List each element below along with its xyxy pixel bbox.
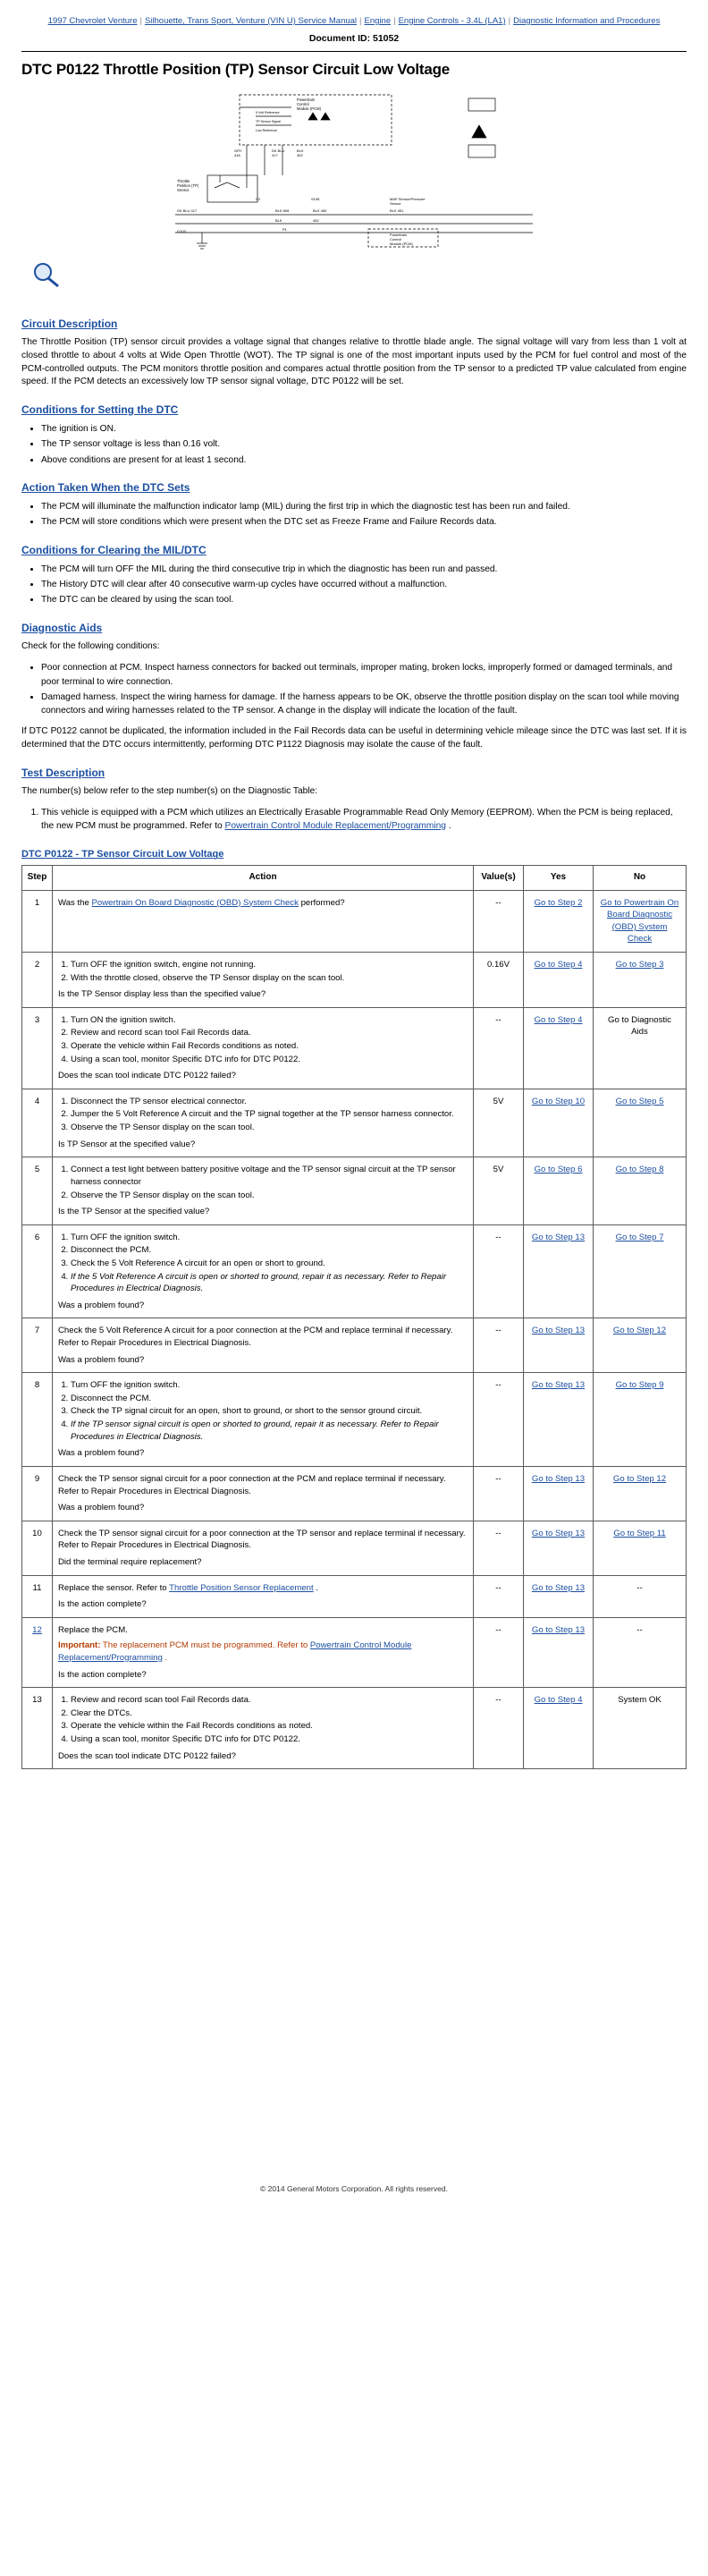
- cell-value: --: [474, 1224, 524, 1318]
- document-id: Document ID: 51052: [308, 33, 400, 44]
- cell-action: [53, 1688, 474, 1769]
- cell-value: --: [474, 1688, 524, 1769]
- cell-value: --: [474, 1318, 524, 1373]
- list-item: • The PCM will store conditions which were present when the DTC set as Freeze Frame and Failure Records data.: [41, 515, 687, 529]
- list-item: • The PCM will turn OFF the MIL during the third consecutive trip in which the diagnostic has been run and passed.: [41, 563, 687, 576]
- goto-link[interactable]: Go to Step 8: [615, 1165, 664, 1175]
- header-divider: [21, 51, 687, 52]
- goto-link[interactable]: Go to Step 13: [531, 1380, 586, 1391]
- diagnostic-table-title: DTC P0122 - TP Sensor Circuit Low Voltage: [21, 849, 224, 860]
- cell-no: [594, 1373, 687, 1467]
- svg-text:Sensor: Sensor: [390, 201, 401, 206]
- cell-yes: [524, 1224, 594, 1318]
- breadcrumb-separator: |: [508, 16, 511, 26]
- goto-link[interactable]: Go to Step 2: [534, 897, 583, 908]
- cell-step: 4: [22, 1089, 53, 1157]
- cell-action: [53, 1466, 474, 1521]
- section-heading-conditions-clearing: Conditions for Clearing the MIL/DTC: [21, 543, 206, 556]
- svg-text:Control: Control: [297, 102, 309, 106]
- svg-text:Throttle: Throttle: [177, 179, 190, 183]
- goto-link[interactable]: Go to Powertrain On Board Diagnostic (OBD) System Check: [600, 897, 679, 945]
- action-question: Was a problem found?: [58, 1503, 145, 1513]
- action-list-item: 2. Jumper the 5 Volt Reference A circuit and the TP signal together at the TP sensor harness connector.: [71, 1108, 468, 1121]
- column-header-no: No: [594, 866, 687, 890]
- goto-link[interactable]: Go to Step 9: [615, 1380, 664, 1391]
- action-list: [71, 1379, 468, 1443]
- action-post: .: [313, 1582, 319, 1593]
- breadcrumb-item-0[interactable]: 1997 Chevrolet Venture: [47, 16, 138, 26]
- action-list-item-text: If the TP sensor signal circuit is open or shorted to ground, repair it as necessary. Refer to Repair Procedures in Electrical Diagnosis.: [71, 1419, 439, 1442]
- table-row: [22, 1224, 687, 1318]
- cell-yes: [524, 1318, 594, 1373]
- action-question: Is the action complete?: [58, 1599, 147, 1610]
- section-heading-circuit-description: Circuit Description: [21, 318, 118, 330]
- action-important: [58, 1640, 468, 1664]
- action-list-item: 2. With the throttle closed, observe the TP Sensor display on the scan tool.: [71, 972, 468, 985]
- cell-yes: [524, 1373, 594, 1467]
- action-list-item: 1. Turn OFF the ignition switch, engine not running.: [71, 959, 468, 971]
- cell-value: --: [474, 890, 524, 952]
- list-item: • The TP sensor voltage is less than 0.16 volt.: [41, 437, 687, 451]
- goto-link[interactable]: Go to Step 10: [531, 1096, 586, 1106]
- cell-action: [53, 1373, 474, 1467]
- action-list-item: 1. Turn OFF the ignition switch.: [71, 1232, 468, 1244]
- action-question: Is the action complete?: [58, 1669, 147, 1680]
- action-list-item: 1. Turn ON the ignition switch.: [71, 1014, 468, 1027]
- cell-step: 1: [22, 890, 53, 952]
- goto-link[interactable]: Go to Step 13: [531, 1624, 586, 1635]
- conditions-setting-list: [21, 422, 687, 467]
- list-item: • Damaged harness. Inspect the wiring harness for damage. If the harness appears to be OK, observe the throttle position display on the scan tool while moving connectors and wiring harnesses related to the TP sensor. A change in the display will indicate the location of the fault.: [41, 691, 687, 718]
- action-text: Replace the PCM.: [58, 1624, 128, 1635]
- cell-value: 5V: [474, 1157, 524, 1224]
- cell-yes: [524, 1521, 594, 1575]
- svg-text:Powertrain: Powertrain: [390, 233, 408, 237]
- svg-text:DK BLU 417: DK BLU 417: [177, 208, 198, 213]
- circuit-description-text: The Throttle Position (TP) sensor circuit provides a voltage signal that changes relative to throttle blade angle. The signal voltage will vary from less than 1 volt at closed throttle to about 4 volts at Wide Open Throttle (WOT). The TP signal is one of the most important inputs used by the PCM for fuel control and most of the PCM-controlled outputs. The PCM monitors throttle position and compares actual throttle position from the TP sensor to a predicted TP value calculated from engine speed. If the PCM detects an excessively low TP sensor signal voltage, DTC P0122 will be set.: [21, 337, 687, 387]
- action-list-item: 4. Using a scan tool, monitor Specific DTC info for DTC P0122.: [71, 1733, 468, 1746]
- table-row: [22, 890, 687, 952]
- action-text: Check the 5 Volt Reference A circuit for a poor connection at the PCM and replace terminal if necessary. Refer to Repair Procedures in Electrical Diagnosis.: [58, 1326, 453, 1349]
- action-list: [71, 959, 468, 984]
- diagnostic-aids-closing: If DTC P0122 cannot be duplicated, the information included in the Fail Records data can be useful in determining vehicle mileage since the DTC was last set. If it is determined that the DTC occurs intermittently, performing DTC P1122 Diagnosis may isolate the cause of the fault.: [21, 726, 687, 750]
- list-item: • The PCM will illuminate the malfunction indicator lamp (MIL) during the first trip in which the diagnostic test has been run and failed.: [41, 500, 687, 513]
- column-header-values: Value(s): [474, 866, 524, 890]
- cell-action: [53, 1089, 474, 1157]
- cell-value: 0.16V: [474, 953, 524, 1008]
- action-question: Is the TP Sensor display less than the specified value?: [58, 989, 266, 1000]
- action-list-item: 2. Observe the TP Sensor display on the scan tool.: [71, 1190, 468, 1202]
- action-list: [71, 1694, 468, 1745]
- breadcrumb-item-3[interactable]: Engine Controls - 3.4L (LA1): [398, 16, 506, 26]
- cell-no: Go to Diagnostic Aids: [594, 1007, 687, 1089]
- cell-value: --: [474, 1466, 524, 1521]
- cell-action: [53, 1224, 474, 1318]
- test-description-intro: The number(s) below refer to the step number(s) on the Diagnostic Table:: [21, 786, 318, 797]
- action-question: Was a problem found?: [58, 1448, 145, 1459]
- cell-step: [22, 1617, 53, 1687]
- action-question: Is the TP Sensor at the specified value?: [58, 1207, 210, 1217]
- pcm-programming-link[interactable]: Powertrain Control Module Replacement/Programming: [58, 1640, 412, 1663]
- cell-no: [594, 1466, 687, 1521]
- table-row: [22, 1575, 687, 1617]
- cell-yes: [524, 890, 594, 952]
- cell-yes: [524, 1089, 594, 1157]
- cell-value: --: [474, 1007, 524, 1089]
- wiring-diagram-svg: [122, 89, 586, 250]
- action-list: [71, 1096, 468, 1134]
- action-text: Check the TP sensor signal circuit for a poor connection at the TP sensor and replace terminal if necessary. Refer to Repair Procedures in Electrical Diagnosis.: [58, 1528, 466, 1551]
- pcm-programming-link[interactable]: Powertrain Control Module Replacement/Programming: [224, 820, 446, 831]
- action-list: [71, 1164, 468, 1201]
- svg-text:P1: P1: [282, 227, 287, 232]
- cell-value: --: [474, 1521, 524, 1575]
- cell-value: --: [474, 1373, 524, 1467]
- table-row: [22, 1157, 687, 1224]
- svg-text:5 Volt Reference: 5 Volt Reference: [256, 111, 280, 114]
- action-list-item: [71, 1419, 468, 1443]
- cell-action: [53, 890, 474, 952]
- action-question: Is TP Sensor at the specified value?: [58, 1139, 196, 1149]
- goto-link[interactable]: Go to Step 13: [531, 1473, 586, 1484]
- section-heading-test-description: Test Description: [21, 767, 105, 780]
- breadcrumb-item-2[interactable]: Engine: [364, 16, 392, 26]
- table-row: [22, 953, 687, 1008]
- svg-text:G103: G103: [177, 229, 186, 233]
- goto-link[interactable]: Go to Step 13: [531, 1582, 586, 1593]
- svg-text:TP Sensor Signal: TP Sensor Signal: [256, 120, 281, 123]
- section-heading-diagnostic-aids: Diagnostic Aids: [21, 621, 103, 634]
- action-question: Was a problem found?: [58, 1354, 145, 1365]
- cell-step: 10: [22, 1521, 53, 1575]
- cell-no: [594, 1157, 687, 1224]
- cell-no: [594, 1224, 687, 1318]
- svg-text:Module (PCM): Module (PCM): [297, 106, 321, 111]
- cell-yes: [524, 1007, 594, 1089]
- cell-step: 7: [22, 1318, 53, 1373]
- cell-no: System OK: [594, 1688, 687, 1769]
- svg-text:Position (TP): Position (TP): [177, 183, 199, 188]
- cell-yes: [524, 1688, 594, 1769]
- cell-yes: [524, 1617, 594, 1687]
- action-list-item-text: If the 5 Volt Reference A circuit is open or shorted to ground, repair it as necessary. Refer to Repair Procedures in Electrical Diagnosis.: [71, 1271, 447, 1294]
- svg-text:S108: S108: [311, 197, 320, 201]
- cell-no: [594, 1521, 687, 1575]
- action-text: [58, 1582, 468, 1595]
- section-heading-conditions-setting: Conditions for Setting the DTC: [21, 403, 179, 417]
- tp-sensor-replacement-link[interactable]: Throttle Position Sensor Replacement: [169, 1582, 314, 1593]
- table-row: [22, 1521, 687, 1575]
- cell-no: [594, 890, 687, 952]
- cell-yes: [524, 1466, 594, 1521]
- breadcrumb-separator: |: [393, 16, 396, 26]
- important-label: Important:: [58, 1640, 101, 1651]
- breadcrumb-item-1[interactable]: Silhouette, Trans Sport, Venture (VIN U) Service Manual: [144, 16, 358, 26]
- action-question: Does the scan tool indicate DTC P0122 failed?: [58, 1071, 236, 1081]
- svg-text:BLK: BLK: [275, 218, 282, 223]
- page-title: DTC P0122 Throttle Position (TP) Sensor Circuit Low Voltage: [21, 61, 451, 78]
- breadcrumb-separator: |: [359, 16, 362, 26]
- copyright-footer: © 2014 General Motors Corporation. All rights reserved.: [260, 2184, 448, 2194]
- action-text: [58, 897, 468, 910]
- goto-link[interactable]: Go to Step 4: [534, 1014, 583, 1025]
- page-bottom-spacer: [21, 1791, 687, 2166]
- cell-yes: [524, 1157, 594, 1224]
- diagnostic-aids-intro: Check for the following conditions:: [21, 640, 160, 651]
- action-list-item: 3. Check the TP signal circuit for an open, short to ground, or short to the sensor ground circuit.: [71, 1405, 468, 1418]
- svg-text:Module (PCM): Module (PCM): [390, 242, 413, 246]
- action-pre: Was the: [58, 897, 92, 908]
- breadcrumb-item-4[interactable]: Diagnostic Information and Procedures: [513, 16, 661, 26]
- goto-link[interactable]: Go to Step 12: [612, 1473, 667, 1484]
- action-list-item: [71, 1271, 468, 1295]
- cell-action: [53, 1521, 474, 1575]
- cell-step: 13: [22, 1688, 53, 1769]
- list-item: • The DTC can be cleared by using the scan tool.: [41, 593, 687, 606]
- column-header-step: Step: [22, 866, 53, 890]
- action-list-item: 3. Observe the TP Sensor display on the scan tool.: [71, 1122, 468, 1134]
- action-list-item: 1. Disconnect the TP sensor electrical connector.: [71, 1096, 468, 1108]
- svg-text:MAP Sensor/Pressure: MAP Sensor/Pressure: [390, 197, 426, 201]
- test-step1-post: .: [445, 820, 451, 831]
- cell-action: [53, 1157, 474, 1224]
- goto-link[interactable]: Go to Step 7: [615, 1232, 664, 1242]
- section-heading-action-taken: Action Taken When the DTC Sets: [21, 481, 190, 495]
- action-list-item: 2. Disconnect the PCM.: [71, 1393, 468, 1405]
- table-row: [22, 1089, 687, 1157]
- action-list-item: 3. Check the 5 Volt Reference A circuit for an open or short to ground.: [71, 1258, 468, 1270]
- goto-link[interactable]: Go to Step 6: [534, 1165, 583, 1175]
- cell-step: 3: [22, 1007, 53, 1089]
- important-text: The replacement PCM must be programmed. Refer to: [100, 1640, 310, 1651]
- svg-text:BLK 450: BLK 450: [313, 208, 327, 213]
- obd-system-check-link[interactable]: Powertrain On Board Diagnostic (OBD) System Check: [91, 897, 299, 908]
- svg-text:BLK: BLK: [297, 148, 304, 153]
- action-list: [71, 1232, 468, 1295]
- action-list-item: 1. Connect a test light between battery positive voltage and the TP sensor signal circuit at the TP sensor harness connector: [71, 1164, 468, 1188]
- important-post: .: [162, 1652, 168, 1663]
- conditions-clearing-list: [21, 563, 687, 607]
- cell-action: [53, 1318, 474, 1373]
- wiring-diagram: [21, 89, 687, 250]
- list-item: • The History DTC will clear after 40 consecutive warm-up cycles have occurred without a malfunction.: [41, 578, 687, 591]
- list-item: [41, 807, 687, 834]
- action-pre: Replace the sensor. Refer to: [58, 1582, 170, 1593]
- svg-text:452: 452: [297, 153, 303, 157]
- action-question: Was a problem found?: [58, 1300, 145, 1310]
- list-item: • Above conditions are present for at least 1 second.: [41, 453, 687, 467]
- svg-text:Control: Control: [390, 237, 401, 242]
- diagnostic-aids-list: [21, 661, 687, 717]
- column-header-yes: Yes: [524, 866, 594, 890]
- svg-text:C2: C2: [256, 197, 261, 201]
- action-question: Does the scan tool indicate DTC P0122 failed?: [58, 1750, 236, 1761]
- action-list-item: 3. Operate the vehicle within the Fail Records conditions as noted.: [71, 1720, 468, 1733]
- list-item: • Poor connection at PCM. Inspect harness connectors for backed out terminals, improper mating, broken locks, improperly formed or damaged terminals, and poor terminal to wire connection.: [41, 661, 687, 689]
- goto-link[interactable]: Go to Step 11: [613, 1528, 666, 1538]
- cell-yes: [524, 1575, 594, 1617]
- goto-link[interactable]: Go to Step 4: [534, 1695, 583, 1706]
- test-description-list: [21, 807, 687, 834]
- action-list-item: 3. Operate the vehicle within Fail Records conditions as noted.: [71, 1040, 468, 1053]
- table-row: [22, 1688, 687, 1769]
- cell-no: [594, 1089, 687, 1157]
- cell-value: --: [474, 1575, 524, 1617]
- cell-step: 9: [22, 1466, 53, 1521]
- svg-text:DK BLU: DK BLU: [272, 148, 285, 153]
- cell-action: [53, 1575, 474, 1617]
- cell-step: 6: [22, 1224, 53, 1318]
- action-post: performed?: [298, 897, 345, 908]
- column-header-action: Action: [53, 866, 474, 890]
- goto-link[interactable]: Go to Step 5: [615, 1096, 664, 1106]
- table-row: [22, 1318, 687, 1373]
- cell-step: 2: [22, 953, 53, 1008]
- svg-text:Powertrain: Powertrain: [297, 97, 316, 102]
- goto-link[interactable]: Go to Step 12: [612, 1326, 667, 1336]
- diagnostic-table: [21, 865, 687, 1769]
- cell-value: --: [474, 1617, 524, 1687]
- svg-text:417: 417: [272, 153, 278, 157]
- goto-link[interactable]: Go to Step 13: [531, 1326, 586, 1336]
- cell-no: --: [594, 1617, 687, 1687]
- step-anchor-link[interactable]: 12: [32, 1624, 42, 1635]
- action-list-item: 2. Review and record scan tool Fail Records data.: [71, 1027, 468, 1039]
- action-text: Check the TP sensor signal circuit for a poor connection at the PCM and replace terminal if necessary. Refer to Repair Procedures in Electrical Diagnosis.: [58, 1473, 446, 1496]
- cell-no: [594, 1318, 687, 1373]
- table-row: [22, 1373, 687, 1467]
- svg-text:Low Reference: Low Reference: [256, 129, 278, 132]
- cell-no: --: [594, 1575, 687, 1617]
- cell-value: 5V: [474, 1089, 524, 1157]
- action-list-item: 2. Clear the DTCs.: [71, 1707, 468, 1720]
- cell-step: 11: [22, 1575, 53, 1617]
- cell-yes: [524, 953, 594, 1008]
- list-item: • The ignition is ON.: [41, 422, 687, 436]
- goto-link[interactable]: Go to Step 3: [615, 960, 664, 970]
- goto-link[interactable]: Go to Step 13: [531, 1528, 586, 1538]
- test-step1-pre: This vehicle is equipped with a PCM which utilizes an Electrically Erasable Programmable Read Only Memory (EEPROM). When the PCM is being replaced, the new PCM must be programmed. Refer to: [41, 807, 673, 831]
- svg-text:BLK 451: BLK 451: [390, 208, 404, 213]
- cell-action: [53, 1617, 474, 1687]
- zoom-icon[interactable]: [30, 261, 63, 288]
- cell-step: 8: [22, 1373, 53, 1467]
- action-list-item: 1. Turn OFF the ignition switch.: [71, 1379, 468, 1392]
- table-header-row: [22, 866, 687, 890]
- action-list-item: 4. Using a scan tool, monitor Specific DTC info for DTC P0122.: [71, 1054, 468, 1066]
- table-row: [22, 1617, 687, 1687]
- svg-text:452: 452: [313, 218, 319, 223]
- action-list: [71, 1014, 468, 1065]
- cell-no: [594, 953, 687, 1008]
- action-list-item: 2. Disconnect the PCM.: [71, 1244, 468, 1257]
- action-taken-list: [21, 500, 687, 530]
- table-row: [22, 1007, 687, 1089]
- action-question: Did the terminal require replacement?: [58, 1556, 202, 1567]
- cell-step: 5: [22, 1157, 53, 1224]
- cell-action: [53, 1007, 474, 1089]
- breadcrumb-separator: |: [139, 16, 142, 26]
- action-list-item: 1. Review and record scan tool Fail Records data.: [71, 1694, 468, 1707]
- svg-text:416: 416: [234, 153, 240, 157]
- svg-text:Sensor: Sensor: [177, 188, 190, 192]
- goto-link[interactable]: Go to Step 13: [531, 1232, 586, 1242]
- table-row: [22, 1466, 687, 1521]
- breadcrumb: [21, 0, 687, 30]
- cell-action: [53, 953, 474, 1008]
- goto-link[interactable]: Go to Step 4: [534, 960, 583, 970]
- svg-text:BLK 808: BLK 808: [275, 208, 290, 213]
- svg-text:GRY: GRY: [234, 148, 242, 153]
